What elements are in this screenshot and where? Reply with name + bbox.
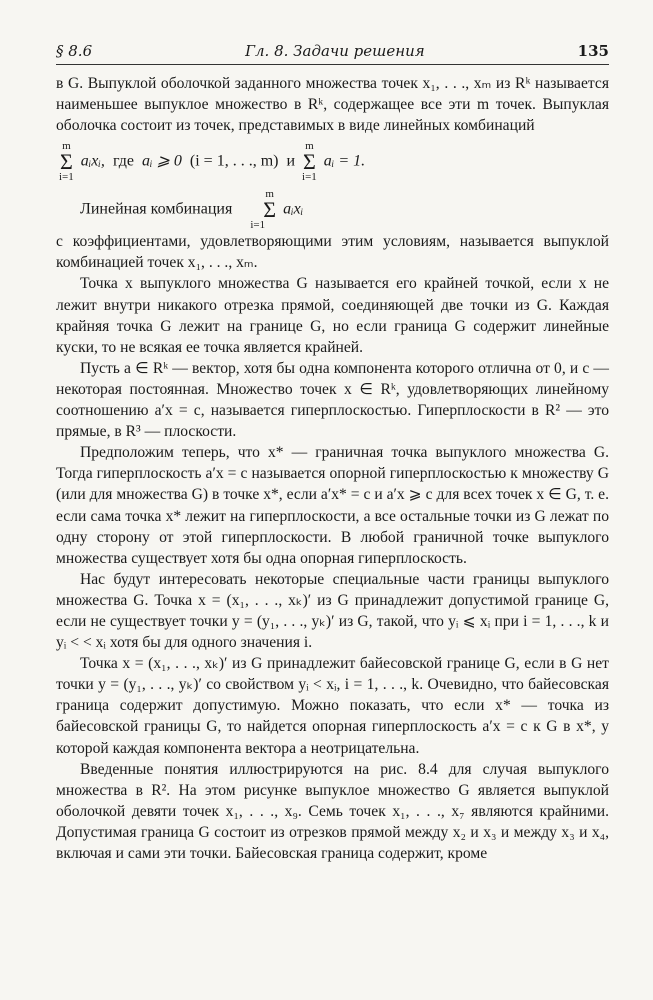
paragraph-supporting-hyperplane: Предположим теперь, что x* — граничная точка выпуклого множества G. Тогда гиперплоскость a′x = c называется опорной гиперплоскостью к множеству G (или для множества G) в точке x*, если a′x* = c и a′x ⩾ c для всех точек x ∈ G, т. е. если сама точка x* лежит на гиперплоскости, а все остальные точки из G лежат по одну сторону от этой гиперплоскости. В любой граничной точке выпуклого множества существует хотя бы одна опорная гиперплоскость. [56,444,609,567]
paragraph-extreme-point: Точка x выпуклого множества G называется его крайней точкой, если x не лежит внутри никакого отрезка прямой, соединяющей две точки из G. Каждая крайняя точка G лежит на границе G, но если граница G содержит линейные куски, то не всякая ее точка является крайней. [56,275,609,356]
paragraph-bayes-boundary: Точка x = (x₁, . . ., xₖ)′ из G принадлежит байесовской границе G, если в G нет точки y = (y₁, . . ., yₖ)′ со свойством yᵢ < xᵢ, i = 1, . . ., k. Очевидно, что байесовская граница содержит допустимую. Можно показать, что если x* — точка из байесовской границы G, то найдется опорная гиперплоскость a′x = c к G в x*, у которой каждая компонента вектора a неотрицательна. [56,655,609,757]
paragraph-hyperplane: Пусть a ∈ Rᵏ — вектор, хотя бы одна компонента которого отлична от 0, и c — некоторая постоянная. Множество точек x ∈ Rᵏ, удовлетворяющих линейному соотношению a′x = c, называется гиперплоскостью. Гиперплоскости в R² — это прямые, в R³ — плоскости. [56,359,609,441]
sum-symbol-3: m Σ i=1 [250,188,277,232]
page-number: 135 [577,42,609,60]
paragraph-convex-hull: в G. Выпуклой оболочкой заданного множества точек x₁, . . ., xₘ из Rᵏ называется наименьшее выпуклое множество в Rᵏ, содержащее все эти m точек. Выпуклая оболочка состоит из точек, представимых в виде линейных комбинаций [56,75,609,135]
sum-symbol: m Σ i=1 [59,140,74,184]
running-header [56,42,609,65]
chapter-title: Гл. 8. Задачи решения [245,42,425,60]
paragraph-convex-combination-def: с коэффициентами, удовлетворяющими этим условиям, называется выпуклой комбинацией точек x₁, . . ., xₘ. [56,233,609,272]
paragraph-admissible-boundary: Нас будут интересовать некоторые специальные части границы выпуклого множества G. Точка x = (x₁, . . ., xₖ)′ из G принадлежит допустимой границе G, если не существует точки y = (y₁, . . ., yₖ)′ из G, такой, что yᵢ ⩽ xᵢ при i = 1, . . ., k и yᵢ < < xᵢ хотя бы для одного значения i. [56,570,609,652]
paragraph-linear-combination: Линейная комбинация m Σ i=1 aᵢxᵢ [80,188,304,232]
section-label: § 8.6 [56,42,93,60]
paragraph-figure-reference: Введенные понятия иллюстрируются на рис. 8.4 для случая выпуклого множества в R². На этом рисунке выпуклое множество G является выпуклой оболочкой девяти точек x₁, . . ., x₉. Семь точек x₁, . . ., x₇ являются крайними. Допустимая граница G состоит из отрезков прямой между x₂ и x₃ и между x₃ и x₄, включая и сами эти точки. Байесовская граница содержит, кроме [56,760,609,862]
body-text [56,73,609,864]
formula-convex-combination: m Σ i=1 aᵢxᵢ, где aᵢ ⩾ 0 (i = 1, . . ., m) и m Σ i=1 aᵢ = 1. [59,140,366,184]
sum-symbol-2: m Σ i=1 [302,140,317,184]
